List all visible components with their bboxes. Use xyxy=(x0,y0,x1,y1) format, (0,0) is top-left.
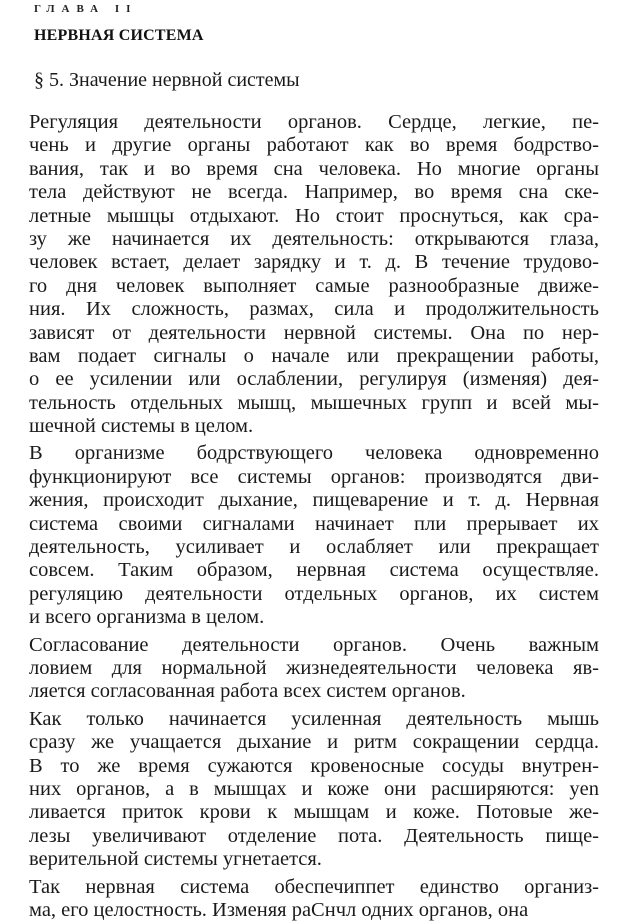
text-line: деятельность, усиливает и ослабляет или прекращает xyxy=(29,536,599,559)
text-line: тельность отдельных мышц, мышечных групп и всей мы- xyxy=(29,391,599,414)
text-line: чень и другие органы работают как во время бодрство- xyxy=(29,134,599,157)
text-line: жения, происходит дыхание, пищеварение и т. д. Нервная xyxy=(29,489,599,512)
text-line: го дня человек выполняет самые разнообразные движе- xyxy=(29,274,599,297)
paragraph xyxy=(29,708,599,872)
paragraph xyxy=(29,111,599,438)
text-line: них органов, а в мышцах и коже они расширяются: yen xyxy=(29,777,599,800)
text-line: Как только начинается усиленная деятельность мышь xyxy=(29,707,599,730)
chapter-title: НЕРВНАЯ СИСТЕМА xyxy=(34,27,204,44)
paragraph xyxy=(29,876,599,923)
text-line: система своими сигналами начинает пли прерывает их xyxy=(29,512,599,535)
text-line: Так нервная система обеспечиппет единство организ- xyxy=(29,875,599,898)
body-text xyxy=(29,111,599,923)
text-line: и всего организма в целом. xyxy=(29,606,265,629)
paragraph xyxy=(29,634,599,704)
text-line: сразу же учащается дыхание и ритм сокращении сердца. xyxy=(29,731,599,754)
text-line: ливается приток крови к мышцам и коже. Потовые же- xyxy=(29,801,599,824)
section-title: § 5. Значение нервной системы xyxy=(34,69,300,91)
text-line: вания, так и во время сна человека. Но многие органы xyxy=(29,157,599,180)
text-line: В организме бодрствующего человека одновременно xyxy=(29,442,599,465)
text-line: В то же время сужаются кровеносные сосуды внутрен- xyxy=(29,754,599,777)
text-line: о ее усилении или ослаблении, регулируя (изменяя) дея- xyxy=(29,368,599,391)
text-line: зу же начинается их деятельность: открываются глаза, xyxy=(29,227,599,250)
text-line: человек встает, делает зарядку и т. д. В течение трудово- xyxy=(29,251,599,274)
text-line: ма, его целостность. Изменяя раСнчл одних органов, она xyxy=(29,898,529,921)
text-line: лезы увеличивают отделение пота. Деятельность пище- xyxy=(29,824,599,847)
text-line: зависят от деятельности нервной системы. Она по нер- xyxy=(29,321,599,344)
text-line: летные мышцы отдыхают. Но стоит проснуться, как сра- xyxy=(29,204,599,227)
chapter-label: ГЛАВА II xyxy=(34,3,138,15)
text-line: вам подает сигналы о начале или прекращении работы, xyxy=(29,344,599,367)
text-line: ловием для нормальной жизнедеятельности человека яв- xyxy=(29,656,599,679)
text-line: регуляцию деятельности отдельных органов, их систем xyxy=(29,582,599,605)
paragraph xyxy=(29,442,599,629)
text-line: Регуляция деятельности органов. Сердце, легкие, пе- xyxy=(29,111,599,133)
text-line: верительной системы угнетается. xyxy=(29,848,322,871)
text-line: совсем. Таким образом, нервная система осуществляе. xyxy=(29,559,599,582)
text-line: ляется согласованная работа всех систем органов. xyxy=(29,680,466,703)
text-line: шечной системы в целом. xyxy=(29,415,254,438)
text-line: функционируют все системы органов: производятся дви- xyxy=(29,465,599,488)
text-line: ния. Их сложность, размах, сила и продолжительность xyxy=(29,298,599,321)
text-line: тела действуют не всегда. Например, во время сна ске- xyxy=(29,181,599,204)
text-line: Согласование деятельности органов. Очень важным xyxy=(29,633,599,656)
